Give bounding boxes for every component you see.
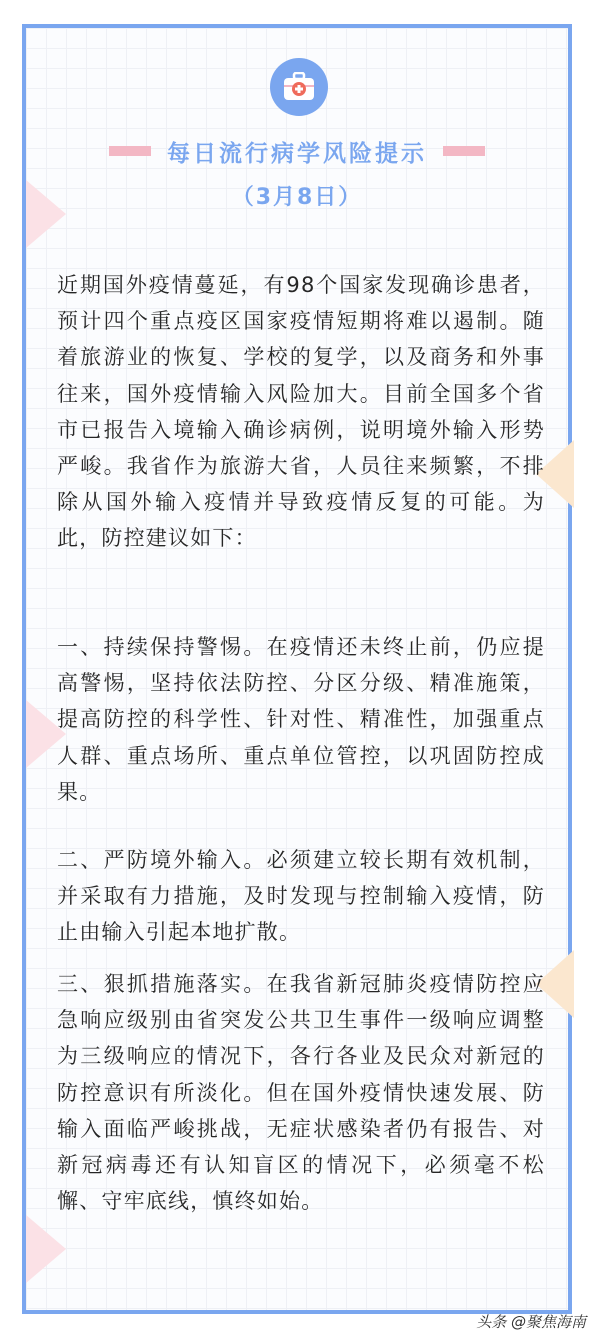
recommendation-paragraph-3: 三、狠抓措施落实。在我省新冠肺炎疫情防控应急响应级别由省突发公共卫生事件一级响应调整为三级响应的情况下，各行各业及民众对新冠的防控意识有所淡化。但在国外疫情快速发展、防输入面临严峻挑战，无症状感染者仍有报告、对新冠病毒还有认知盲区的情况下，必须毫不松懈、守牢底线，慎终如始。 <box>57 972 545 1214</box>
title-decor-bar-right <box>443 146 485 156</box>
title-row <box>22 134 572 168</box>
pink-triangle-decoration <box>26 1215 66 1283</box>
date-label: （3月8日） <box>231 185 363 210</box>
title-decor-bar-left <box>109 146 151 156</box>
source-watermark: 头条 @聚焦海南 <box>476 1313 586 1331</box>
intro-paragraph: 近期国外疫情蔓延，有98个国家发现确诊患者，预计四个重点疫区国家疫情短期将难以遏制。随着旅游业的恢复、学校的复学，以及商务和外事往来，国外疫情输入风险加大。目前全国多个省市已报告入境输入确诊病例，说明境外输入形势严峻。我省作为旅游大省，人员往来频繁，不排除从国外输入疫情并导致疫情反复的可能。为此，防控建议如下： <box>57 273 545 551</box>
recommendation-paragraph-1: 一、持续保持警惕。在疫情还未终止前，仍应提高警惕，坚持依法防控、分区分级、精准施策，提高防控的科学性、针对性、精准性，加强重点人群、重点场所、重点单位管控，以巩固防控成果。 <box>57 635 545 804</box>
page-title: 每日流行病学风险提示 <box>167 140 427 167</box>
recommendation-paragraph-2: 二、严防境外输入。必须建立较长期有效机制，并采取有力措施，及时发现与控制输入疫情，防止由输入引起本地扩散。 <box>57 848 545 945</box>
medical-kit-icon <box>270 58 328 116</box>
